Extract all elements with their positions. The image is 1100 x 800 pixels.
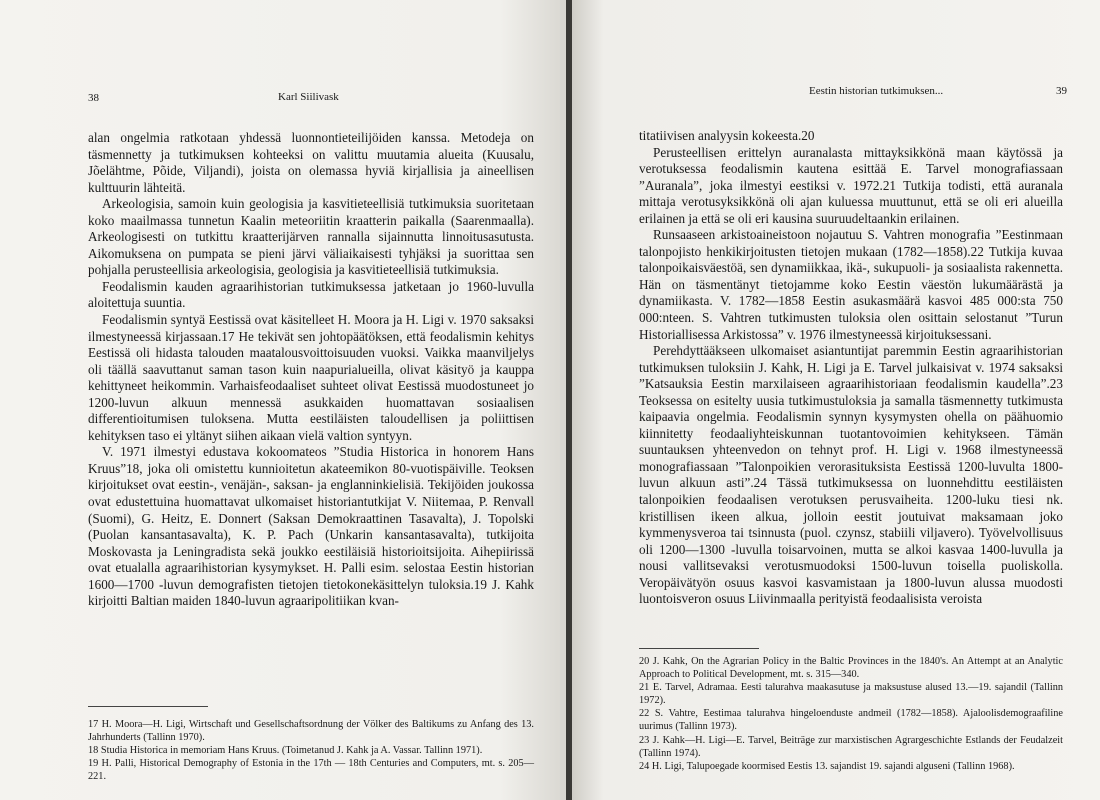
paragraph: Arkeologisia, samoin kuin geologisia ja kasvitieteellisiä tutkimuksia suoritetaan koko maailmassa tunnetun Kaalin meteoriitin kraatterin paikalla (Saarenmaalla). Arkeologisesti on tutkittu kraatterijärven rannalla sijainnutta linnoitusasutusta. Aikomuksena on pumpata se pieni järvi väliaikaisesti tyhjäksi ja suorittaa sen pohjalla perusteellisia arkeologisia, geologisia ja kasvitieteellisiä tutkimuksia.: [88, 196, 534, 278]
paragraph: Perusteellisen erittelyn auranalasta mittayksikkönä maan käytössä ja verotuksessa feodalismin kautena esittää E. Tarvel monografiassaan ”Auranala”, joka ilmestyi eestiksi v. 1972.21 Tutkija todisti, että auranala mittaja verotusyksikkönä oli ajan kuluessa muuttunut, että se oli eri alueilla erilainen ja että se oli eri kausina suuruudeltaankin erilainen.: [639, 144, 1063, 226]
main-text: [639, 128, 1063, 608]
footnote: 23 J. Kahk—H. Ligi—E. Tarvel, Beiträge zur marxistischen Agrargeschichte Estlands der Feudalzeit (Tallinn 1974).: [639, 734, 1063, 759]
paragraph: Perehdyttääkseen ulkomaiset asiantuntijat paremmin Eestin agraarihistorian tutkimuksen tuloksiin J. Kahk, H. Ligi ja E. Tarvel julkaisivat v. 1974 saksaksi ”Katsauksia Eestin marxilaiseen agraarihistoriaan feodalismin kaudella”.23 Teoksessa on esitelty uusia tutkimustuloksia ja samalla täsmennetty tutkimusta kaipaavia ongelmia. Feodalismin synnyn kysymysten ohella on päähuomio kiinnitetty feodaaliyhteiskunnan tuotantovoimien kehitykseen. Tämän suuntauksen yhteenvedon on tehnyt prof. H. Ligi v. 1968 ilmestyneessä monografiassaan ”Talonpoikien verorasituksista Eestissä 1200-luvulta 1800-luvun alkuun asti”.24 Tässä tutkimuksessa on luonnehdittu eestiläisten talonpoikien feodaalisen verotuksen perusvaiheita. 1200-luku tiesi nk. kristillisen ikeen alkua, jolloin eestit joutuivat maksamaan joko kymmenysveroa tai tsinnusta (puol. czynsz, stabiili viljavero). Työvelvollisuus oli 1200—1300 -luvulla toisarvoinen, mutta se alkoi kasvaa 1400-luvulla ja nousi vallitsevaksi verotusmuodoksi 1500-luvun toisella puoliskolla. Veropäivätyön osuus kasvoi kasvamistaan ja 1800-luvun alussa muodosti luontoisveron osuus Liivinmaalla perityistä feodaalisista veroista: [639, 343, 1063, 607]
running-head: Eestin historian tutkimuksen...: [809, 85, 944, 97]
footnote-rule: [639, 648, 759, 649]
right-page: [572, 0, 1100, 800]
footnote: 17 H. Moora—H. Ligi, Wirtschaft und Gesellschaftsordnung der Völker des Baltikums zu Anfang des 13. Jahrhunderts (Tallinn 1970).: [88, 719, 534, 744]
paragraph: titatiivisen analyysin kokeesta.20: [639, 128, 815, 143]
page-number: 38: [88, 92, 99, 104]
paragraph: Runsaaseen arkistoaineistoon nojautuu S. Vahtren monografia ”Eestinmaan talonpojisto henkikirjoitusten tietojen mukaan (1782—1858).22 Tutkija kuvaa talonpoikaisväestöä, sen dynamiikkaa, ikä-, sukupuoli- ja sosiaalista rakennetta. Hän on täsmentänyt tietojamme koko Eestin väestön lukumäärästä ja dynamiikasta. V. 1782—1858 Eestin asukasmäärä kasvoi 485 000:sta 750 000:nteen. S. Vahtren tutkimusten tuloksia olen osittain selostanut ”Turun Historiallisessa Arkistossa” v. 1976 ilmestyneessä kirjoituksessani.: [639, 227, 1063, 342]
paragraph: Feodalismin kauden agraarihistorian tutkimuksessa jatketaan jo 1960-luvulla aloitettuja suuntia.: [88, 278, 534, 311]
footnote: 24 H. Ligi, Talupoegade koormised Eestis 13. sajandist 19. sajandi alguseni (Tallinn 1968).: [639, 760, 1015, 772]
main-text: [88, 130, 534, 610]
footnote: 22 S. Vahtre, Eestimaa talurahva hingeloenduste andmeil (1782—1858). Ajaloolisdemograafiline uurimus (Tallinn 1973).: [639, 708, 1063, 733]
paragraph: Feodalismin syntyä Eestissä ovat käsitelleet H. Moora ja H. Ligi v. 1970 saksaksi ilmestyneessä kirjassaan.17 He tekivät sen johtopäätöksen, että feodalismin kehitys Eestissä oli hidasta talouden maatalousvoittoisuuden vuoksi. Vaikka maanviljelys oli täällä saavuttanut saman tason kuin naapurialueilla, olivat käsityö ja kauppa kehittyneet heikommin. Varhaisfeodaaliset suhteet olivat Eestissä muodostuneet jo 1200-luvun alkuun mennessä asukkaiden huomattavan sosiaalisen differentioitumisen tuloksena. Mutta eestiläisten taloudellisen ja poliittisen kehityksen taso ei yltänyt siihen aikaan vielä valtion syntyyn.: [88, 312, 534, 443]
page-number: 39: [1056, 85, 1067, 97]
paragraph: V. 1971 ilmestyi edustava kokoomateos ”Studia Historica in honorem Hans Kruus”18, joka oli omistettu kunnioitetun akateemikon 80-vuotispäiville. Teoksen kirjoitukset ovat eestin-, venäjän-, saksan- ja englanninkielisiä. Tekijöiden joukossa ovat edustettuina huomattavat ulkomaiset historiantutkijat V. Niitemaa, P. Renvall (Suomi), G. Heitz, E. Donnert (Saksan Demokraattinen Tasavalta), J. Topolski (Puolan kansantasavalta), K. P. Pach (Unkarin kansantasavalta), tutkijoita Moskovasta ja Leningradista sekä joukko eestiläisiä historioitsijoita. Aihepiirissä ovat etualalla agraarihistorian kysymykset. H. Palli esim. selostaa Eestin historian 1600—1700 -luvun demografisten tietojen tietokonekäsittelyn tuloksia.19 J. Kahk kirjoitti Baltian maiden 1840-luvun agraaripolitiikan kvan-: [88, 444, 534, 609]
footnote-rule: [88, 706, 208, 707]
footnote: 19 H. Palli, Historical Demography of Estonia in the 17th — 18th Centuries and Computers, mt. s. 205—221.: [88, 758, 534, 783]
running-head: Karl Siilivask: [278, 91, 339, 103]
footnotes: [88, 718, 534, 783]
footnote: 20 J. Kahk, On the Agrarian Policy in the Baltic Provinces in the 1840's. An Attempt at an Analytic Approach to Political Development, mt. s. 315—340.: [639, 656, 1063, 681]
footnotes: [639, 655, 1063, 773]
footnote: 18 Studia Historica in memoriam Hans Kruus. (Toimetanud J. Kahk ja A. Vassar. Tallinn 1971).: [88, 745, 483, 757]
paragraph: alan ongelmia ratkotaan yhdessä luonnontieteilijöiden kanssa. Metodeja on täsmennetty ja tutkimuksen kohteeksi on valittu muutamia alueita (Kuusalu, Jõelähtme, Põide, Viljandi), joista on olemassa hyviä kirjallisia ja aineellisen kulttuurin lähteitä.: [88, 130, 534, 195]
footnote: 21 E. Tarvel, Adramaa. Eesti talurahva maakasutuse ja maksustuse alused 13.—19. sajandil (Tallinn 1972).: [639, 682, 1063, 707]
